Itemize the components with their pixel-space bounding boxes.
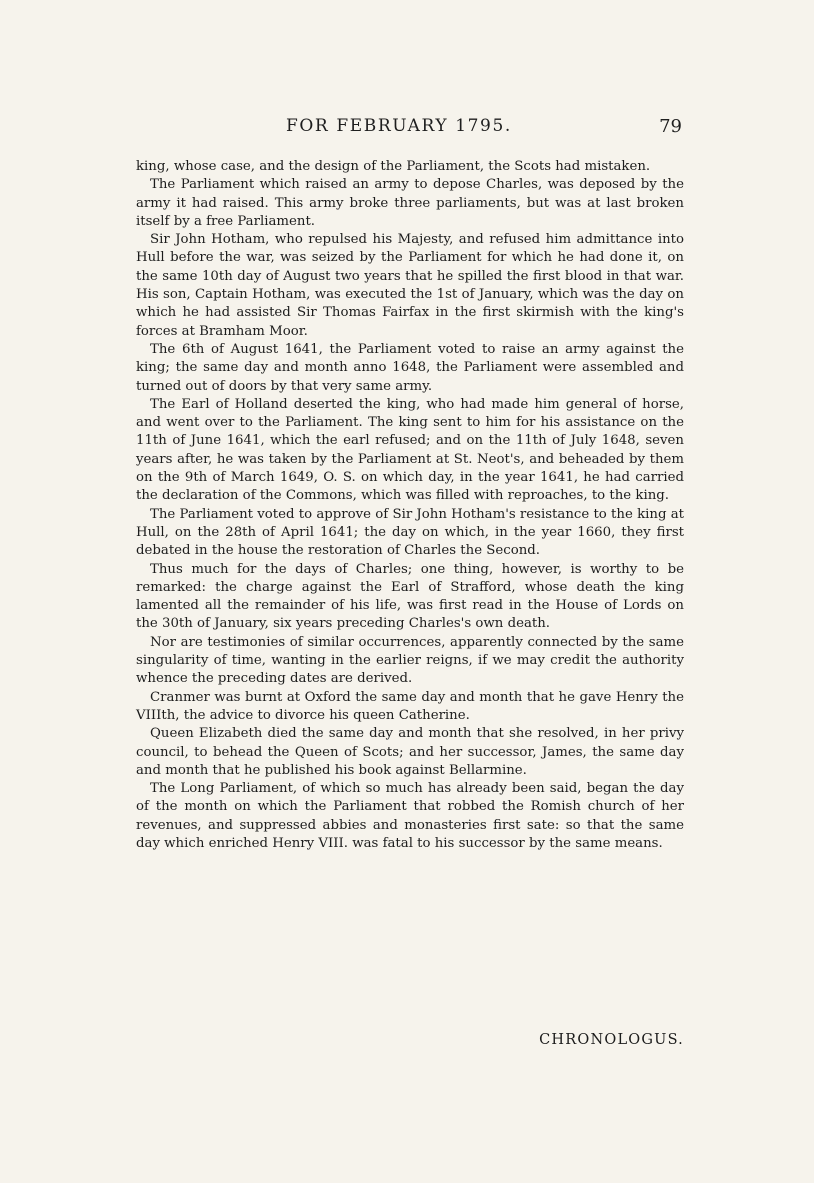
paragraph: The Parliament voted to approve of Sir John Hotham's resistance to the king at Hull, on the 28th of April 1641; the day on which, in the year 1660, they first debated in the house the restoration of Charles the Second. (136, 506, 684, 559)
page-number: 79 (659, 116, 682, 137)
author-signature: CHRONOLOGUS. (539, 1032, 684, 1048)
paragraph: Queen Elizabeth died the same day and month that she resolved, in her privy council, to behead the Queen of Scots; and her successor, James, the same day and month that he published his book against Bellarmine. (136, 726, 684, 778)
paragraph: The Parliament which raised an army to depose Charles, was deposed by the army it had raised. This army broke three parliaments, but was at last broken itself by a free Parliament. (136, 177, 684, 229)
paragraph: Thus much for the days of Charles; one thing, however, is worthy to be remarked: the charge against the Earl of Strafford, whose death the king lamented all the remainder of his life, was first read in the House of Lords on the 30th of January, six years preceding Charles's own death. (136, 561, 684, 632)
paragraph: The 6th of August 1641, the Parliament voted to raise an army against the king; the same day and month anno 1648, the Parliament were assembled and turned out of doors by that very same army. (136, 341, 684, 394)
paragraph: Sir John Hotham, who repulsed his Majesty, and refused him admittance into Hull before the war, was seized by the Parliament for which he had done it, on the same 10th day of August two years that he spilled the first blood in that war. His son, Captain Hotham, was executed the 1st of January, which was the day on which he had assisted Sir Thomas Fairfax in the first skirmish with the king's forces at Bramham Moor. (136, 232, 684, 339)
page-header (136, 116, 684, 146)
paragraph: The Long Parliament, of which so much has already been said, began the day of the month on which the Parliament that robbed the Romish church of her revenues, and suppressed abbies and monasteries first sate: so that the same day which enriched Henry VIII. was fatal to his successor by the same means. (136, 781, 684, 851)
paragraph: The Earl of Holland deserted the king, who had made him general of horse, and went over to the Parliament. The king sent to him for his assistance on the 11th of June 1641, which the earl refused; and on the 11th of July 1648, seven years after, he was taken by the Parliament at St. Neot's, and beheaded by them on the 9th of March 1649, O. S. on which day, in the year 1641, he had carried the declaration of the Commons, which was filled with reproaches, to the king. (136, 396, 684, 504)
running-head: FOR FEBRUARY 1795. (286, 116, 512, 136)
paragraph: king, whose case, and the design of the Parliament, the Scots had mistaken. (136, 159, 651, 174)
paragraph: Nor are testimonies of similar occurrences, apparently connected by the same singularity of time, wanting in the earlier reigns, if we may credit the authority whence the preceding dates are derived. (136, 634, 684, 687)
paragraph: Cranmer was burnt at Oxford the same day and month that he gave Henry the VIIIth, the advice to divorce his queen Catherine. (136, 689, 684, 723)
article-body (136, 158, 684, 853)
